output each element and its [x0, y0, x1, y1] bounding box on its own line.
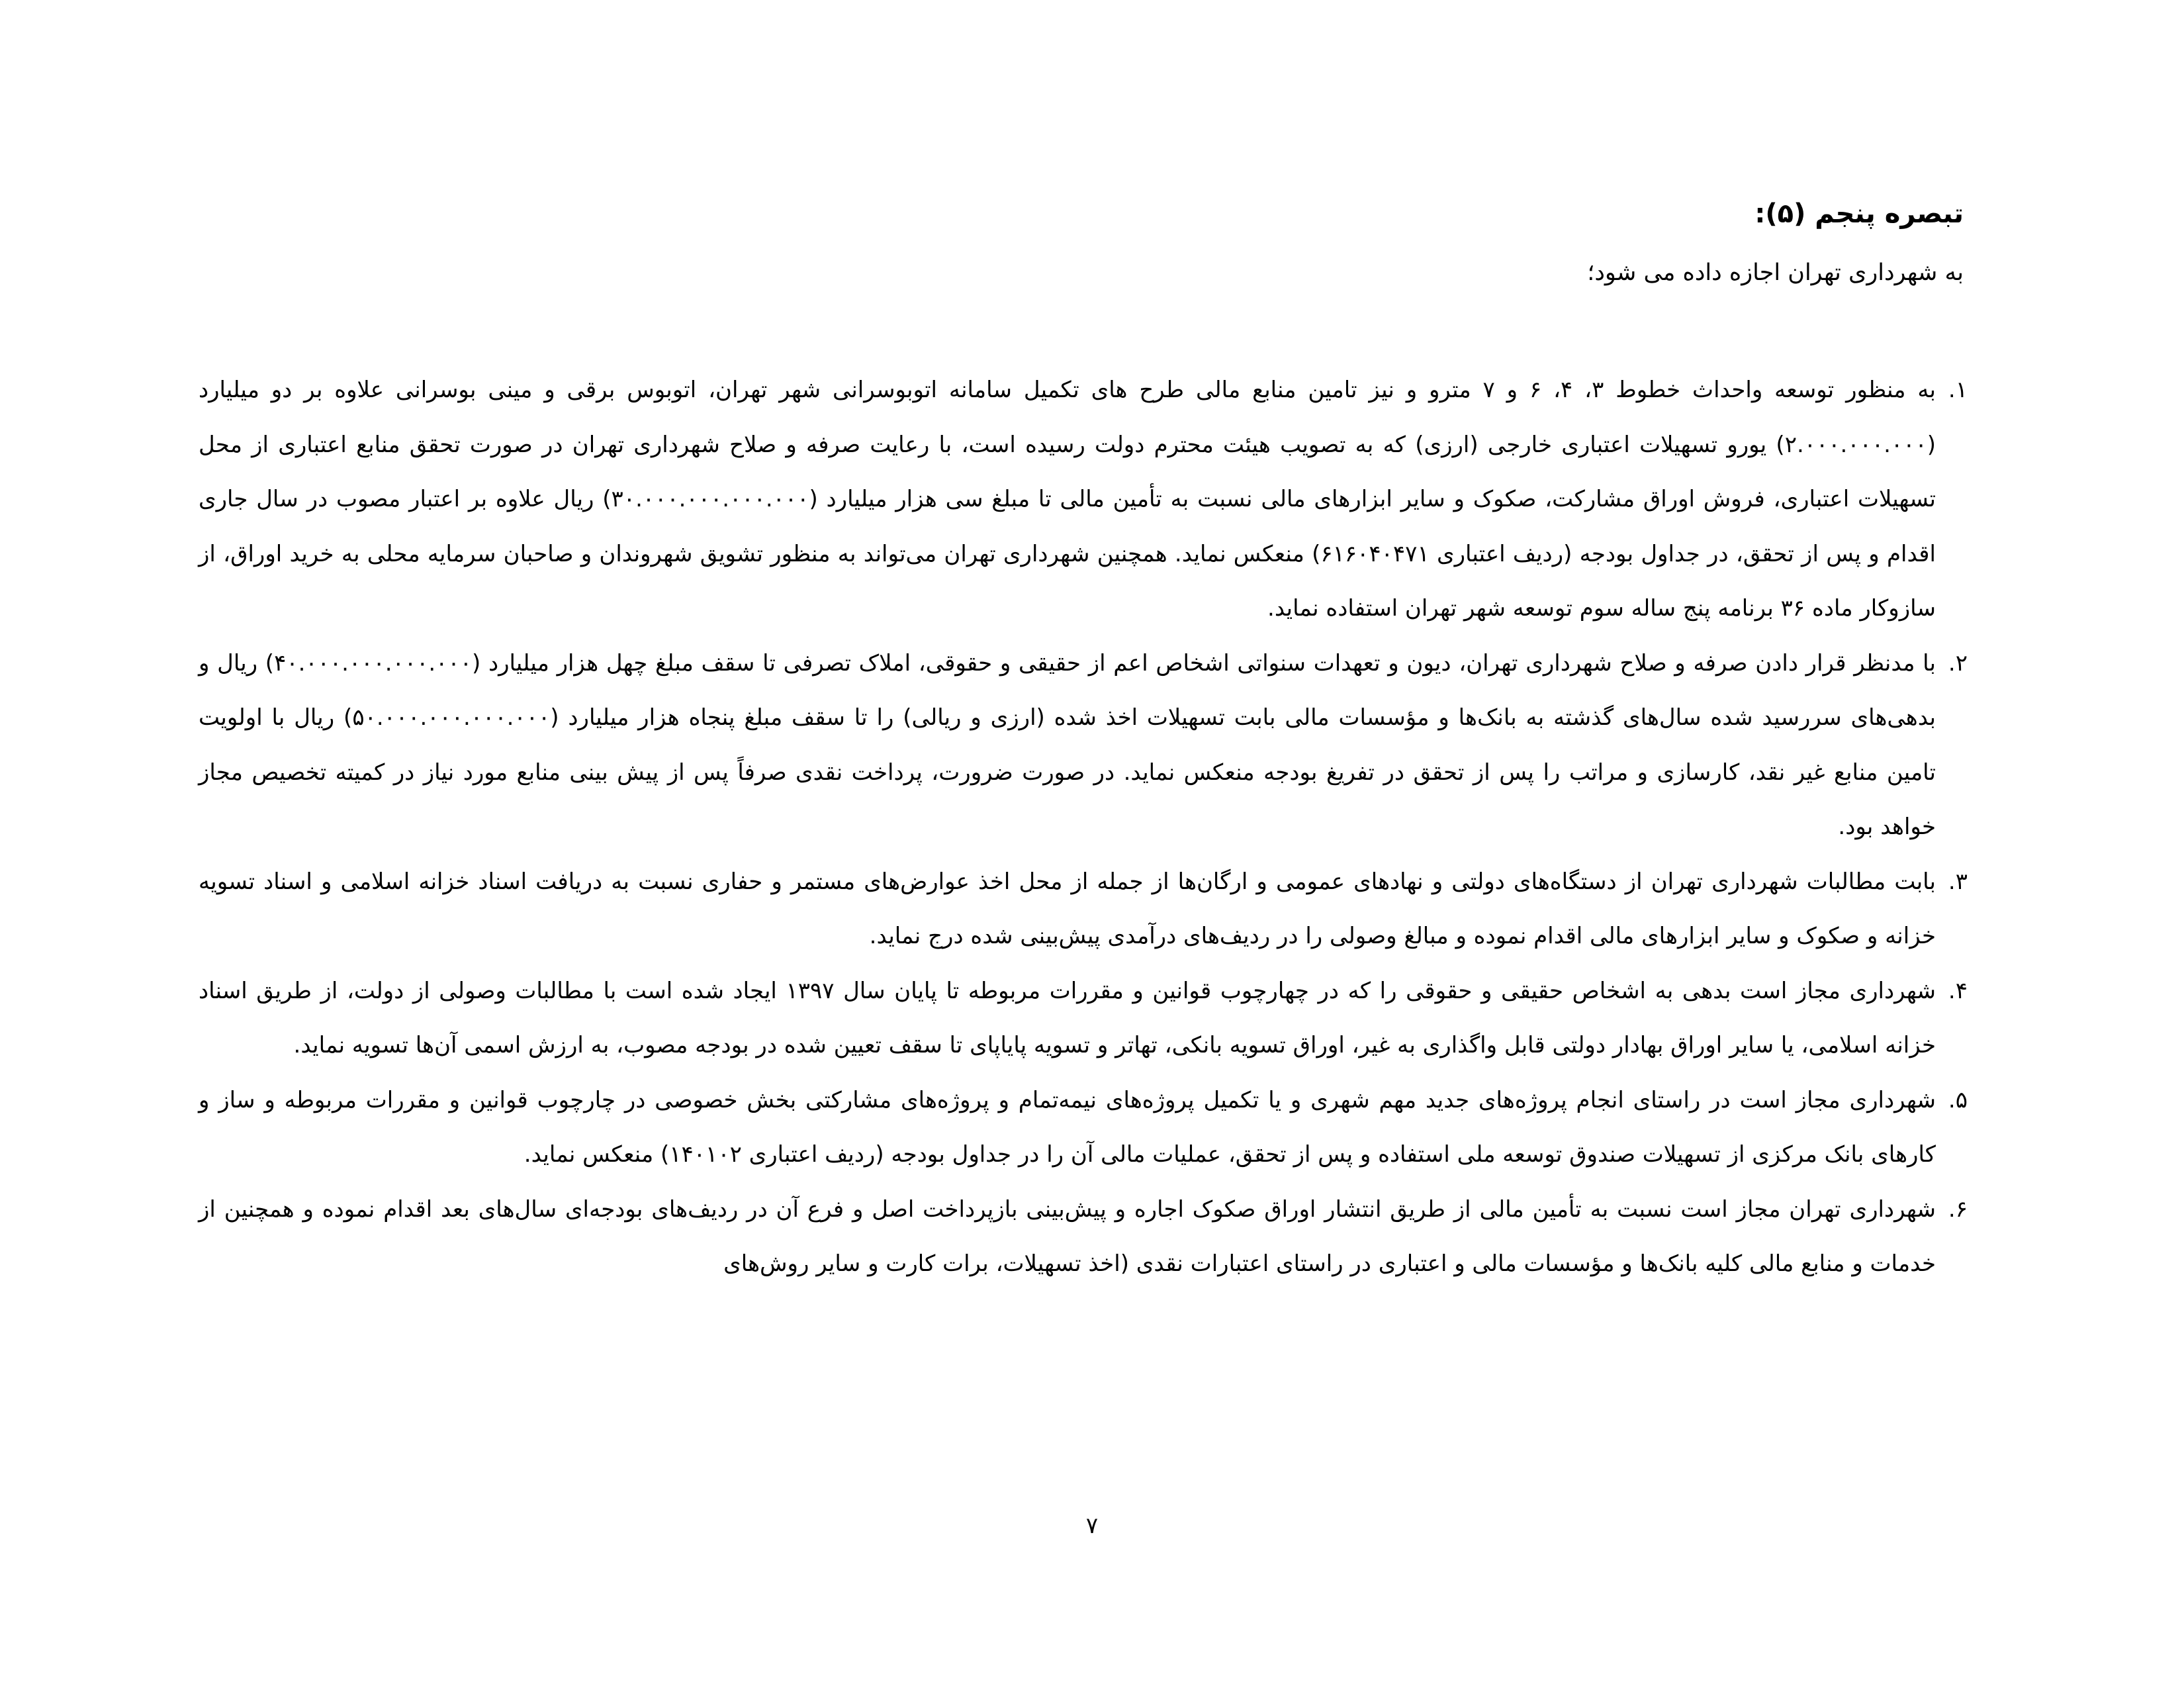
intro-text: به شهرداری تهران اجازه داده می شود؛: [1587, 259, 1964, 286]
page-number: ۷: [1085, 1513, 1099, 1539]
item-number: ۳.: [1948, 868, 1968, 895]
item-number: ۴.: [1948, 977, 1968, 1004]
list-item: [199, 964, 1968, 1073]
item-text: با مدنظر قرار دادن صرفه و صلاح شهرداری تهران، دیون و تعهدات سنواتی اشخاص اعم از حقیقی و حقوقی، املاک تصرفی تا سقف مبلغ چهل هزار میلیارد (۴۰.۰۰۰.۰۰۰.۰۰۰.۰۰۰) ریال و بدهی‌های سررسید شده سال‌های گذشته به بانک‌ها و مؤسسات مالی بابت تسهیلات اخذ شده (ارزی و ریالی) را تا سقف مبلغ پنجاه هزار میلیارد (۵۰.۰۰۰.۰۰۰.۰۰۰.۰۰۰) ریال با اولویت تامین منابع غیر نقد، کارسازی و مراتب را پس از تحقق در تفریغ بودجه منعکس نماید. در صورت ضرورت، پرداخت نقدی صرفاً پس از پیش بینی منابع مورد نیاز در کمیته تخصیص مجاز خواهد بود.: [199, 649, 1936, 840]
list-item: [199, 1073, 1968, 1182]
item-text: شهرداری مجاز است بدهی به اشخاص حقیقی و حقوقی را که در چهارچوب قوانین و مقررات مربوطه تا پایان سال ۱۳۹۷ ایجاد شده است با مطالبات وصولی از دولت، از طریق اسناد خزانه اسلامی، یا سایر اوراق بهادار دولتی قابل واگذاری به غیر، اوراق تسویه بانکی، تهاتر و تسویه پایاپای تا سقف تعیین شده در بودجه مصوب، به ارزش اسمی آن‌ها تسویه نماید.: [199, 977, 1936, 1058]
item-text: شهرداری مجاز است در راستای انجام پروژه‌های جدید مهم شهری و یا تکمیل پروژه‌های نیمه‌تمام و پروژه‌های مشارکتی بخش خصوصی در چارچوب قوانین و مقررات مربوطه و ساز و کارهای بانک مرکزی از تسهیلات صندوق توسعه ملی استفاده و پس از تحقق، عملیات مالی آن را در جداول بودجه (ردیف اعتباری ۱۴۰۱۰۲) منعکس نماید.: [199, 1086, 1936, 1168]
item-text: شهرداری تهران مجاز است نسبت به تأمین مالی از طریق انتشار اوراق صکوک اجاره و پیش‌بینی بازپرداخت اصل و فرع آن در ردیف‌های بودجه‌ای سال‌های بعد اقدام نموده و همچنین از خدمات و منابع مالی کلیه بانک‌ها و مؤسسات مالی و اعتباری در راستای اعتبارات نقدی (اخذ تسهیلات، برات کارت و سایر روش‌های: [199, 1196, 1936, 1277]
list-item: [199, 855, 1968, 964]
list-item: [199, 1182, 1968, 1291]
item-number: ۲.: [1948, 649, 1968, 677]
list-item: [199, 363, 1968, 636]
item-text: بابت مطالبات شهرداری تهران از دستگاه‌های دولتی و نهادهای عمومی و ارگان‌ها از جمله از محل اخذ عوارض‌های مستمر و حفاری نسبت به دریافت اسناد خزانه اسلامی و اسناد تسویه خزانه و صکوک و سایر ابزارهای مالی اقدام نموده و مبالغ وصولی را در ردیف‌های درآمدی پیش‌بینی شده درج نماید.: [199, 868, 1936, 949]
list-item: [199, 636, 1968, 855]
item-number: ۱.: [1948, 377, 1968, 403]
provisions-list: [199, 363, 1968, 1291]
item-text: به منظور توسعه واحداث خطوط ۳، ۴، ۶ و ۷ مترو و نیز تامین منابع مالی طرح های تکمیل سامانه اتوبوسرانی شهر تهران، اتوبوس برقی و مینی بوسرانی علاوه بر دو میلیارد (۲.۰۰۰.۰۰۰.۰۰۰) یورو تسهیلات اعتباری خارجی (ارزی) که به تصویب هیئت محترم دولت رسیده است، با رعایت صرفه و صلاح شهرداری تهران در صورت تحقق منابع اعتباری از محل تسهیلات اعتباری، فروش اوراق مشارکت، صکوک و سایر ابزارهای مالی نسبت به تأمین مالی تا مبلغ سی هزار میلیارد (۳۰.۰۰۰.۰۰۰.۰۰۰.۰۰۰) ریال علاوه بر اعتبار مصوب در سال جاری اقدام و پس از تحقق، در جداول بودجه (ردیف اعتباری ۶۱۶۰۴۰۴۷۱) منعکس نماید. همچنین شهرداری تهران می‌تواند به منظور تشویق شهروندان و صاحبان سرمایه محلی به خرید اوراق، از سازوکار ماده ۳۶ برنامه پنج ساله سوم توسعه شهر تهران استفاده نماید.: [199, 377, 1936, 622]
section-heading: تبصره پنجم (۵):: [1754, 199, 1964, 229]
item-number: ۵.: [1948, 1086, 1968, 1113]
item-number: ۶.: [1948, 1196, 1968, 1223]
